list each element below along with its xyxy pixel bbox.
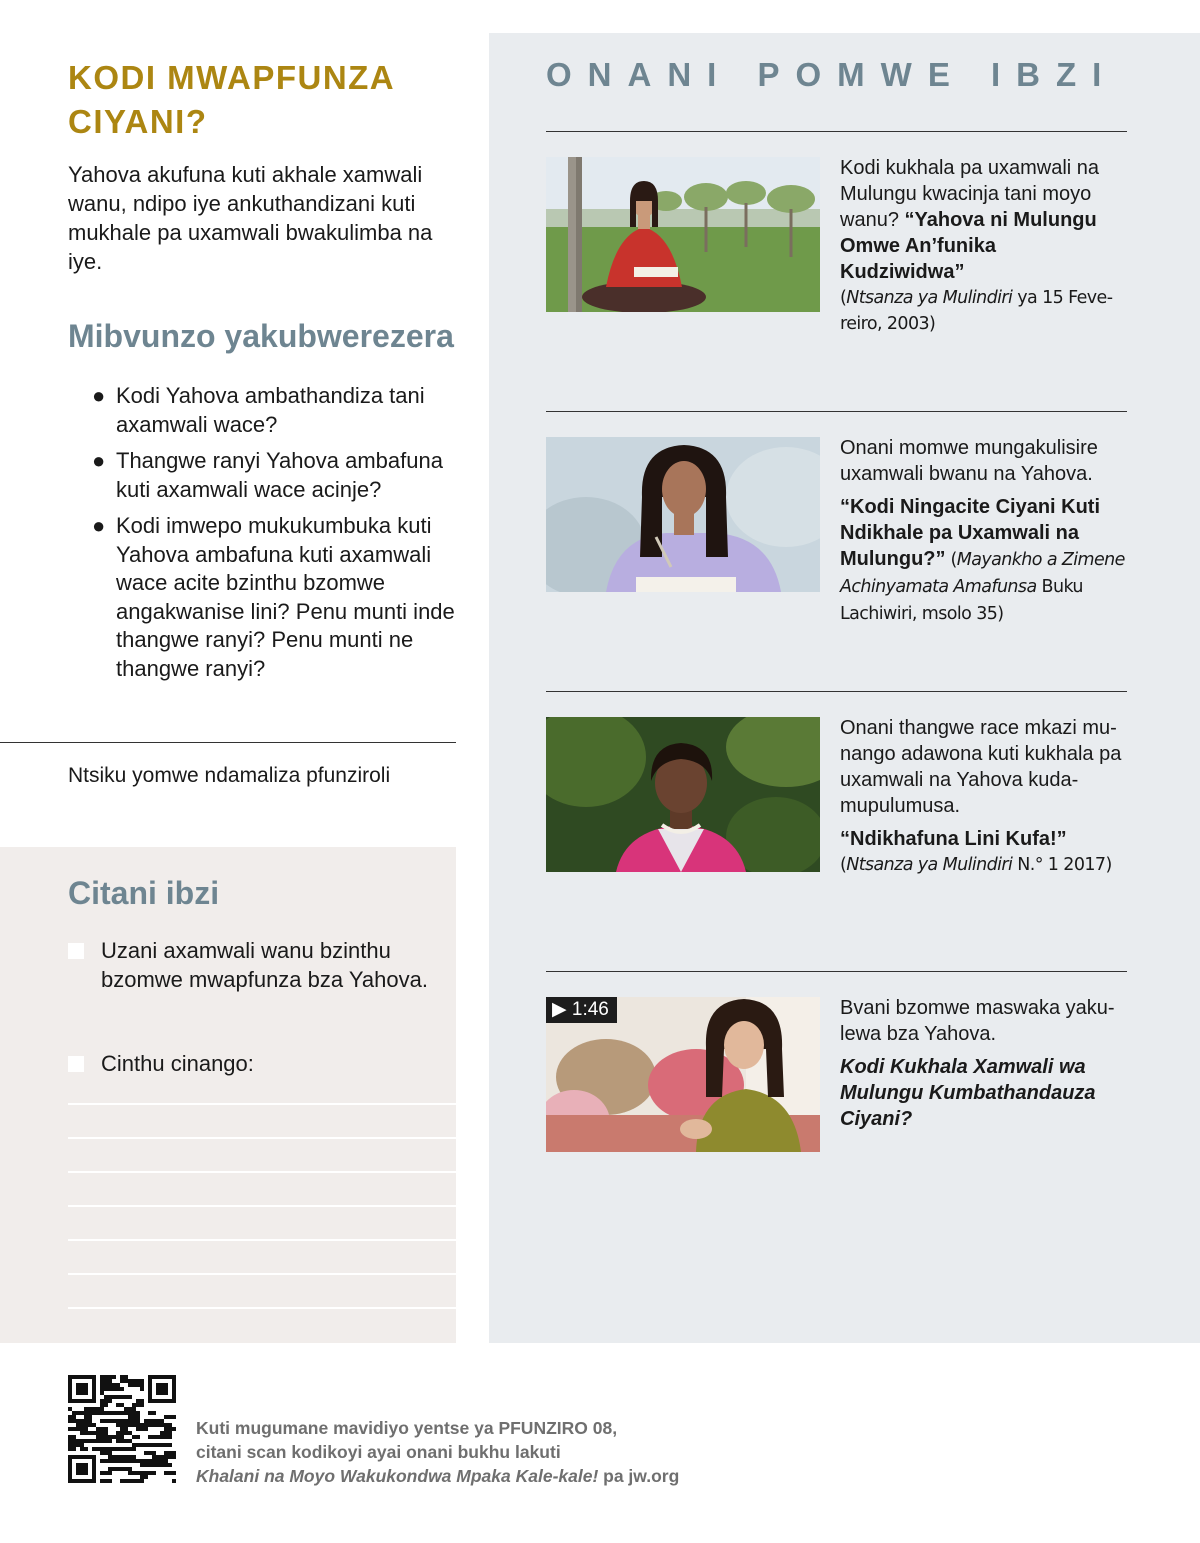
write-in-line[interactable] bbox=[68, 1205, 456, 1207]
write-in-line[interactable] bbox=[68, 1307, 456, 1309]
resource-text: Bvani bzomwe maswaka yakulewa bza Yahova. Kodi Kukhala Xamwali wa Mulungu Kumbathandauza Ciyani? bbox=[840, 997, 1115, 1130]
divider bbox=[546, 971, 1127, 972]
summary-text: Yahova akufuna kuti akhale xamwali wanu, ndipo iye ankuthandizani kuti mukhale pa uxamwali bwakulimba na iye. bbox=[68, 162, 433, 274]
resource-title-link[interactable]: “Kodi Ningacite Ciyani Kuti Ndikhale pa Uxamwali na Mulungu?” bbox=[840, 496, 1101, 570]
qr-code[interactable] bbox=[68, 1375, 176, 1483]
try-this-box bbox=[0, 847, 456, 1343]
video-duration-badge[interactable]: ▶ 1:46 bbox=[546, 997, 617, 1023]
divider bbox=[546, 691, 1127, 692]
write-in-line[interactable] bbox=[68, 1273, 456, 1275]
checklist-item: Uzani axamwali wanu bzinthu bzomwe mwapfunza bza Yahova. bbox=[68, 937, 428, 994]
write-in-line[interactable] bbox=[68, 1239, 456, 1241]
checkbox[interactable] bbox=[68, 943, 84, 959]
divider bbox=[546, 411, 1127, 412]
review-question: ● Kodi Yahova ambathandiza tani axamwali wace? bbox=[92, 383, 425, 437]
checkbox[interactable] bbox=[68, 1056, 84, 1072]
explore-title: ONANI POMWE IBZI bbox=[546, 56, 1118, 93]
bullet-icon: ● bbox=[92, 448, 106, 473]
resource-title-link[interactable]: “Yahova ni Mulungu Omwe An’funika Kudziwidwa” bbox=[840, 209, 1097, 283]
footer-text: Kuti mugumane mavidiyo yentse ya PFUNZIRO 08, citani scan kodikoyi ayai onani bukhu lakuti Khalani na Moyo Wakukondwa Mpaka Kale-kale! pa jw.org bbox=[196, 1418, 680, 1486]
resource-title-link[interactable]: Kodi Kukhala Xamwali wa Mulungu Kumbathandauza Ciyani? bbox=[840, 1056, 1096, 1130]
young-woman-reading-photo[interactable] bbox=[546, 437, 820, 592]
review-title: Mibvunzo yakubwerezera bbox=[68, 318, 454, 354]
try-this-title: Citani ibzi bbox=[68, 875, 220, 911]
divider bbox=[0, 742, 456, 743]
resource-title-link[interactable]: “Ndikhafuna Lini Kufa!” bbox=[840, 828, 1067, 850]
checklist-item: Cinthu cinango: bbox=[68, 1050, 428, 1079]
resource-text: Onani thangwe race mkazi munango adawona kuti kukhala pa uxamwali na Yahova kudamupulumusa. “Ndikhafuna Lini Kufa!” (Ntsanza ya Mulindiri N.° 1 2017) bbox=[840, 715, 1125, 878]
review-question: ● Thangwe ranyi Yahova ambafuna kuti axamwali wace acinje? bbox=[92, 448, 443, 502]
woman-sitting-in-orchard-photo[interactable] bbox=[546, 157, 820, 312]
resource-text: Kodi kukhala pa uxamwali na Mulungu kwacinja tani moyo wanu? “Yahova ni Mulungu Omwe An’funika Kudziwidwa” (Ntsanza ya Mulindiri ya 15 Fevereiro, 2003) bbox=[840, 155, 1125, 337]
write-in-line[interactable] bbox=[68, 1103, 456, 1105]
resource-citation: (Ntsanza ya Mulindiri N.° 1 2017) bbox=[840, 855, 1112, 875]
explore-panel bbox=[489, 33, 1200, 1343]
divider bbox=[546, 131, 1127, 132]
review-question: ● Kodi imwepo mukukumbuka kuti Yahova ambafuna kuti axamwali wace acite bzinthu bzomwe angakwanise lini? Penu munti inde thangwe ranyi? Penu munti ne thangwe ranyi? bbox=[92, 513, 455, 681]
girl-praying-on-couch-photo[interactable] bbox=[546, 997, 820, 1152]
resource-citation: (Ntsanza ya Mulindiri ya 15 Fevereiro, 2003) bbox=[840, 288, 1114, 334]
review-questions bbox=[92, 382, 458, 691]
completion-date-label: Ntsiku yomwe ndamaliza pfunziroli bbox=[68, 764, 391, 787]
summary-title: KODI MWAPFUNZA CIYANI? bbox=[68, 59, 394, 140]
bullet-icon: ● bbox=[92, 513, 106, 538]
smiling-woman-portrait-photo[interactable] bbox=[546, 717, 820, 872]
write-in-line[interactable] bbox=[68, 1137, 456, 1139]
bullet-icon: ● bbox=[92, 383, 106, 408]
resource-text: Onani momwe mungakulisire uxamwali bwanu na Yahova. “Kodi Ningacite Ciyani Kuti Ndikhale pa Uxamwali na Mulungu?” (Mayankho a Zimene Achinyamata Amafunsa Buku Lachiwiri, msolo 35) bbox=[840, 437, 1125, 624]
book-title: Khalani na Moyo Wakukondwa Mpaka Kale-kale! bbox=[196, 1466, 599, 1486]
write-in-line[interactable] bbox=[68, 1171, 456, 1173]
